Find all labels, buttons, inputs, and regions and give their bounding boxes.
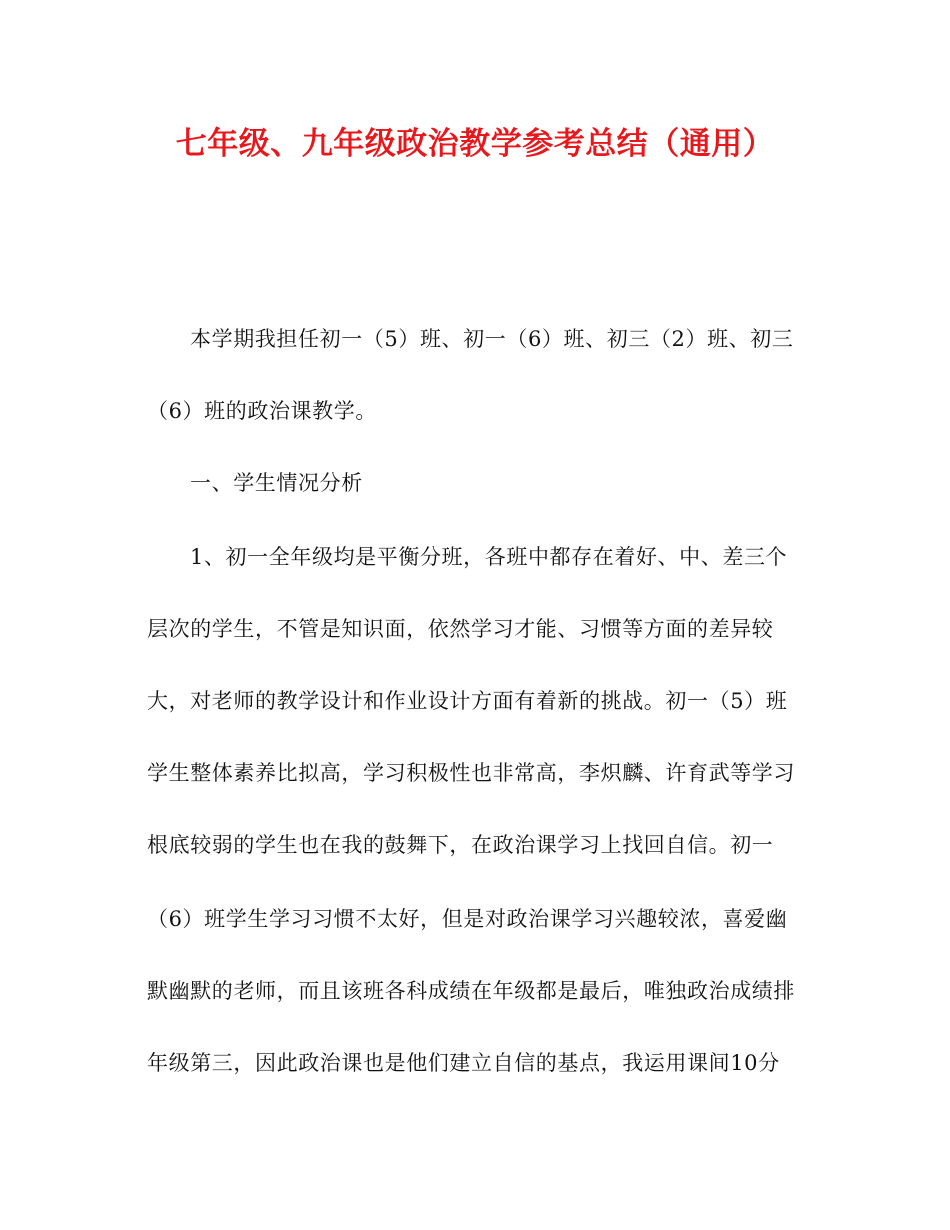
paragraph-line-1: 本学期我担任初一（5）班、初一（6）班、初三（2）班、初三 xyxy=(190,327,794,351)
paragraph-line-5: 大，对老师的教学设计和作业设计方面有着新的挑战。初一（5）班 xyxy=(147,689,788,713)
paragraph-line-8: （6）班学生学习习惯不太好，但是对政治课学习兴趣较浓，喜爱幽 xyxy=(147,907,788,931)
paragraph-line-3: 1、初一全年级均是平衡分班，各班中都存在着好、中、差三个 xyxy=(190,545,788,569)
section-heading: 一、学生情况分析 xyxy=(190,471,363,495)
paragraph-line-4: 层次的学生，不管是知识面，依然学习才能、习惯等方面的差异较 xyxy=(147,617,774,641)
paragraph-line-10: 年级第三，因此政治课也是他们建立自信的基点，我运用课间10分 xyxy=(147,1051,780,1075)
document-title: 七年级、九年级政治教学参考总结（通用） xyxy=(175,126,775,162)
paragraph-line-7: 根底较弱的学生也在我的鼓舞下，在政治课学习上找回自信。初一 xyxy=(147,833,774,857)
paragraph-line-6: 学生整体素养比拟高，学习积极性也非常高，李炽麟、许育武等学习 xyxy=(147,761,795,785)
paragraph-line-2: （6）班的政治课教学。 xyxy=(147,399,377,423)
paragraph-line-9: 默幽默的老师，而且该班各科成绩在年级都是最后，唯独政治成绩排 xyxy=(147,979,795,1003)
